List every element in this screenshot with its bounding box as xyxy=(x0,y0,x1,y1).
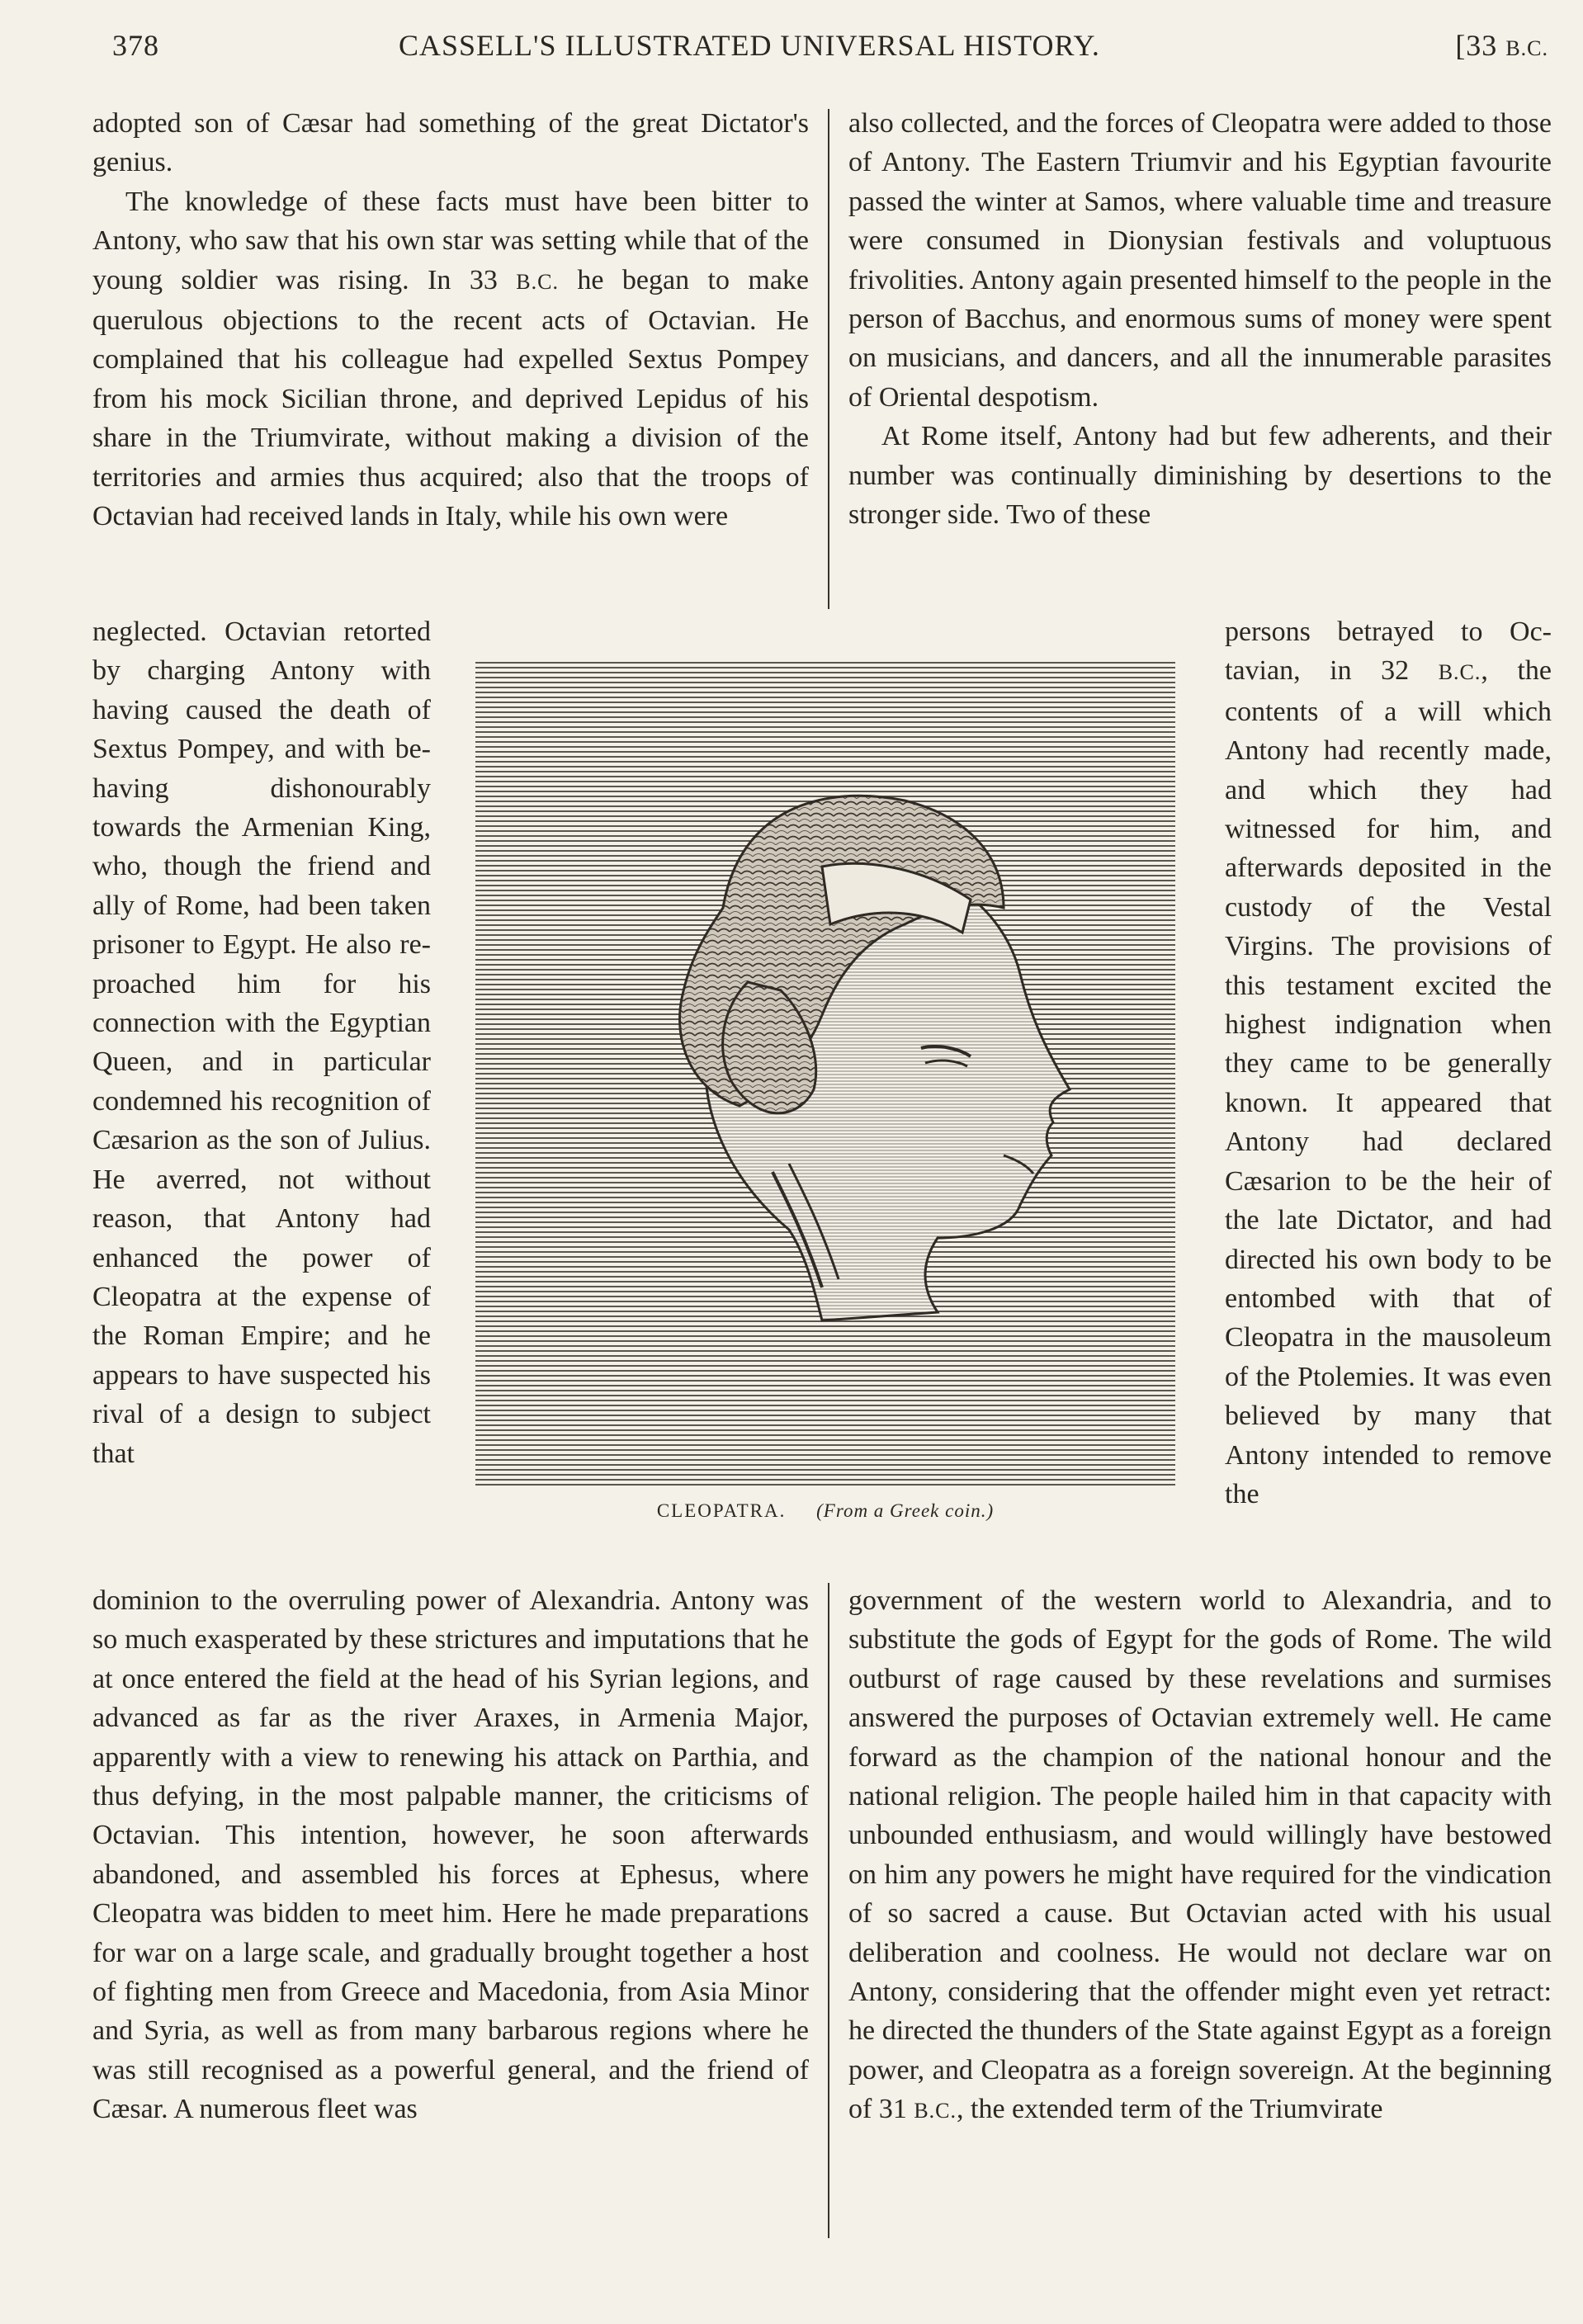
era-abbreviation: B.C. xyxy=(516,269,559,294)
page-number: 378 xyxy=(112,29,159,62)
era-abbreviation: B.C. xyxy=(1438,660,1481,685)
cleopatra-engraving xyxy=(475,660,1175,1487)
paragraph-fleet: also collected, and the forces of Cleopatra were added to those of Antony. The Eastern Triumvir and his Egyptian favourite passed the winter at Samos, where valuable time and treasure were consumed in Dionysian festivals and voluptuous frivolities. Antony again presented himself to the people in the person of Bacchus, and enormous sums of money were spent on musicians, and dancers, and all the innumerable parasites of Oriental despotism. xyxy=(848,108,1552,413)
caption-label: CLEOPATRA. xyxy=(656,1500,787,1521)
paragraph-will xyxy=(1225,612,1552,1514)
column-rule-top xyxy=(828,109,829,609)
text-segment: government of the western world to Alexandria, and to substitute the gods of Egypt for the gods of Rome. The wild outburst of rage caused by these revelations and surmises answered the purposes of Octavian extremely well. He came forward as the champion of the national honour and the national religion. The people hailed him in that capacity with unbounded enthusiasm, and would willingly have bestowed on him any powers he might have required for the vindication of so sacred a cause. But Octavian acted with his usual deliberation and coolness. He would not declare war on Antony, considering that the offender might even yet retract: he directed the thunders of the State against Egypt as a foreign power, and Cleopatra as a foreign sovereign. At the beginning of 31 xyxy=(848,1585,1552,2125)
text-segment: he began to make querulous objections to the recent acts of Octavian. He complained that his colleague had expelled Sextus Pompey from his mock Sicilian throne, and deprived Lepidus of his share in the Triumvirate, without making a division of the territories and armies thus acquired; also that the troops of Octavian had received lands in Italy, while his own were xyxy=(92,264,810,532)
left-column-beside-illustration xyxy=(92,612,431,1473)
portrait-image xyxy=(475,660,1175,1487)
left-column-bottom xyxy=(92,1581,809,2129)
paragraph-antony-exasperated: dominion to the overruling power of Alexandria. Antony was so much exasperated by these strictures and imputations that he at once entered the field at the head of his Syrian legions, and advanced as far as the river Araxes, in Armenia Major, apparently with a view to renewing his attack on Parthia, and thus defying, in the most palpable manner, the criticisms of Octavian. This intention, however, he soon afterwards abandoned, and assembled his forces at Ephesus, where Cleopatra was bidden to meet him. Here he made preparations for war on a large scale, and gradually brought together a host of fighting men from Greece and Macedonia, from Asia Minor and Syria, as well as from many barbarous regions where he was still recognised as a powerful general, and the friend of Cæsar. A numerous fleet was xyxy=(92,1585,809,2125)
paragraph-rome-adherents: At Rome itself, Antony had but few adherents, and their number was continually diminishing by desertions to the stronger side. Two of these xyxy=(848,421,1552,531)
date-tag xyxy=(1455,28,1548,63)
caption-source: (From a Greek coin.) xyxy=(816,1500,995,1521)
left-column-top xyxy=(92,104,809,536)
paragraph-genius: adopted son of Cæsar had something of the great Dictator's genius. xyxy=(92,108,809,178)
right-column-beside-illustration xyxy=(1225,612,1552,1514)
right-column-top xyxy=(848,104,1552,534)
column-rule-bottom xyxy=(828,1583,829,2238)
text-segment: , the extended term of the Triumvirate xyxy=(957,2094,1383,2125)
text-segment: persons betrayed to Octavian, in 32 xyxy=(1225,616,1552,687)
text-segment: , the contents of a will which Antony had recently made, and which they had witnessed for him, and afterwards deposited in the custody of the Vestal Virgins. The provisions of this testament excited the highest indignation when they came to be generally known. It appeared that Antony had declared Cæsarion to be the heir of the late Dictator, and had directed his own body to be entombed with that of Cleopatra in the mausoleum of the Ptolemies. It was even believed by many that Antony intended to remove the xyxy=(1225,655,1552,1509)
right-column-bottom xyxy=(848,1581,1552,2131)
page-header xyxy=(112,28,1548,71)
paragraph-octavian-retort: neglected. Octavian retorted by charging Antony with having caused the death of Sextus Pompey, and with behaving dishonourably towards the Armenian King, who, though the friend and ally of Rome, had been taken prisoner to Egypt. He also reproached him for his connection with the Egyptian Queen, and in particular condemned his recognition of Cæsarion as the son of Julius. He averred, not without reason, that Antony had enhanced the power of Cleopatra at the expense of the Roman Empire; and he appears to have suspected his rival of a design to subject that xyxy=(92,616,431,1469)
date-tag-year: [33 xyxy=(1455,29,1498,62)
running-title: CASSELL'S ILLUSTRATED UNIVERSAL HISTORY. xyxy=(399,29,1100,62)
era-abbreviation: B.C. xyxy=(914,2099,957,2123)
paragraph-octavian-response xyxy=(848,1581,1552,2131)
paragraph-knowledge xyxy=(92,182,809,536)
illustration-caption xyxy=(475,1500,1175,1522)
date-tag-era: B.C. xyxy=(1505,36,1548,60)
text-segment: The knowledge of these facts must have been bitter to Antony, who saw that his own star was setting while that of the young soldier was rising. In 33 xyxy=(92,186,809,295)
